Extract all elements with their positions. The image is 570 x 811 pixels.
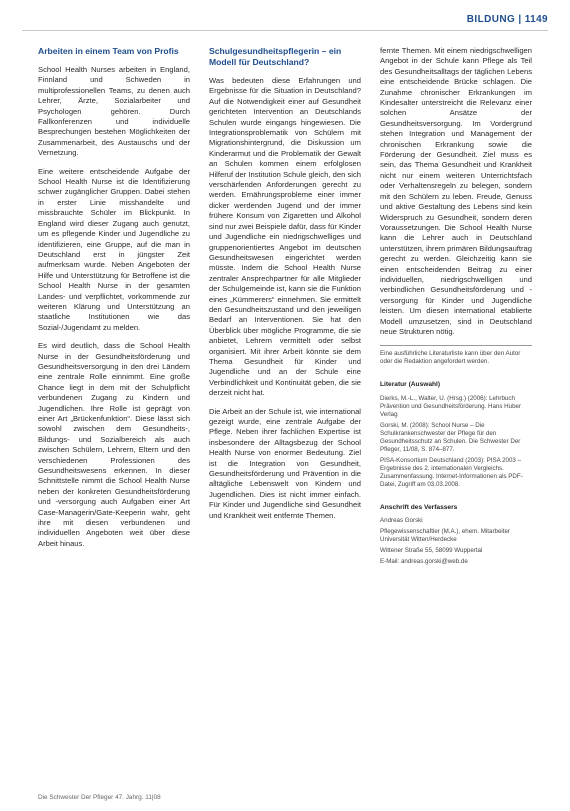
paragraph: Es wird deutlich, dass die School Health Nurse in der Gesundheitsförderung und Gesundheitsversorgung in den drei Ländern eine zentrale Rolle einnimmt. Eine große Chance liegt in dem mit der Schulpflicht verbundenen Zugang zu Kindern und Jugendlichen. Ihre Rolle ist geprägt von einer Art „Brückenfunktion“. Diese lässt sich sowohl zwischen dem Gesundheits-, Bildungs- und Sozialbereich als auch zwischen Schülern, Lehrern, Eltern und den verschiedenen Professionen des Gesundheitswesens erkennen. In dieser Schnittstelle nimmt die School Health Nurse neben der konkreten Gesundheitsförderung und -versorgung auch Aufgaben einer Art Case-Managerin/Gate-Keeperin wahr, geht ihre mit diesen verbundenen und individuellen Angeboten weit über diese Arbeit hinaus. [38,341,190,548]
column-1 [38,46,190,557]
section-heading-team: Arbeiten in einem Team von Profis [38,46,179,56]
paragraph: School Health Nurses arbeiten in England, Finnland und Schweden in multiprofessionellen Teams, zu denen auch Lehrer, Ärzte, Sozialarbeiter und Psychologen gehören. Durch Fallkonferenzen und individuelle Besprechungen bestehen Möglichkeiten der Zusammenarbeit, des Austauschs und der Vernetzung. [38,65,190,158]
header-divider [22,30,548,31]
section-heading-model: Schulgesundheitspflegerin – ein Modell für Deutschland? [209,46,342,67]
author-heading: Anschrift des Verfassers [380,503,458,511]
column-2 [209,46,361,529]
literature-note: Eine ausführliche Literaturliste kann über den Autor oder die Redaktion angefordert werden. [380,345,532,366]
author-line: Pflegewissenschaftler (M.A.), ehem. Mitarbeiter Universität Witten/Herdecke [380,528,510,544]
literature-heading: Literatur (Auswahl) [380,381,441,389]
paragraph: fernte Themen. Mit einem niedrigschwelligen Angebot in der Schule kann Pflege als Teil des Gesundheitsalltags der täglichen Lebens eine entscheidende Brücke schlagen. Die Zunahme chronischer Erkrankungen im Kindesalter unterstreicht die Relevanz einer solchen Ansätze der Gesundheitsversorgung. Im Vordergrund stehen Integration und Management der chronischen Erkrankung sowie die Förderung der Gesundheit. Ziel muss es sein, das Thema Gesundheit und Krankheit nicht nur einem weiteren Unterrichtsfach oder Verhaltensregeln zu belegen, sondern mit den Schülern zu leben. Freude, Genuss und aktive Gestaltung des Lebens sind kein Widerspruch zu Gesundheit, sondern deren Voraussetzungen. Die School Health Nurse kann die Lehrer auch in Deutschland unterstützen, ihrem primären Bildungsauftrag gerecht zu werden. Gleichzeitig kann sie einen entscheidenden Beitrag zu einer individuellen, niedrigschwelligen und verbindlichen Gesundheitsförderung und -versorgung für Kinder und Jugendliche leisten. Um diesen international etablierte Modell umzusetzen, sind in Deutschland neue Strukturen nötig. [380,46,532,336]
reference-item: Dierks, M.-L., Walter, U. (Hrsg.) (2006): Lehrbuch Prävention und Gesundheitsförderung. Hans Huber Verlag [380,394,522,418]
paragraph: Die Arbeit an der Schule ist, wie international gezeigt wurde, eine zentrale Aufgabe der Pflege. Neben ihrer fachlichen Expertise ist insbesondere der Alltagsbezug der School Health Nurse von enormer Bedeutung. Ziel ist die Integration von Gesundheit, Gesundheitsförderung und Prävention in die alltägliche Lebenswelt von Kindern und Jugendlichen. Dies ist nicht immer einfach. Für Kinder und Jugendliche sind Gesundheit und Krankheit weit entfernte Themen. [209,406,361,520]
paragraph: Eine weitere entscheidende Aufgabe der School Health Nurse ist die Identifizierung schwer zugänglicher Gruppen. Dabei stehen in erster Linie misshandelte und missbrauchte Schüler im Blickpunkt. In England wird dieser Zugang auch genutzt, um es pflegende Kinder und Jugendliche zu identifizieren, eine Gruppe, auf die man in Deutschland erst in jüngster Zeit aufmerksam wurde. Neben Angeboten der Hilfe und Unterstützung für Betroffene ist die School Health Nurse in der gesamten Landes- und verpflichtet, vorkommende zur weiteren Klärung und Unterstützung an staatliche Institutionen wie das Sozial-/Jugendamt zu melden. [38,166,190,332]
page-footer: Die Schwester Der Pfleger 47. Jahrg. 11|08 [38,794,161,801]
author-line: E-Mail: andreas.gorski@web.de [380,558,468,566]
reference-item: PISA-Konsortium Deutschland (2003): PISA 2003 – Ergebnisse des 2. internationalen Vergleichs. Zusammenfassung. Internet-Informationen als PDF-Datei, Zugriff am 03.03.2008. [380,456,523,488]
reference-item: Gorski, M. (2008): School Nurse – Die Schulkrankenschwester der Pflege für den Gesundheitsschutz an Schulen. Die Schwester Der Pfleger, 11/08, S. 874–877. [380,421,521,453]
column-3 [380,46,532,569]
running-title: BILDUNG | 1149 [466,14,548,25]
paragraph: Was bedeuten diese Erfahrungen und Ergebnisse für die Situation in Deutschland? Auf die Notwendigkeit einer auf Gesundheit gerichteten Intervention an Deutschlands Schulen wurde eingangs hingewiesen. Die Integrationsproblematik von Schülern mit Migrationshintergrund, die Diskussion um Kinderarmut und die Problematik der Gewalt an Schulen kommen einem erfolglosen Hilferuf der Institution Schule gleich, den sich verschärfenden Anforderungen gerecht zu werden. Ernährungsprobleme einer immer dicker werdenden Jugend und der immer frühere Konsum von Zigaretten und Alkohol sind nur zwei Beispiele dafür, dass für Kinder und Jugendliche ein niedrigschwelliges und gruppenorientiertes Angebot im deutschen Gesundheitswesen eingerichtet werden müsste. Indem die School Health Nurse zentraler Ansprechpartner für alle Mitglieder der Schulgemeinde ist, kann sie die Funktion eines „Kümmerers“ einnehmen. Sie ermittelt den Gesundheitszustand und den jeweiligen Bedarf an Interventionen. Sie hat den Überblick über mögliche Programme, die sie anbietet, Lehrern vermittelt oder selbst organisiert. Mit ihrer Arbeit könnte sie dem Thema Gesundheit für Kinder und Jugendliche und an der Schule eine Verbindlichkeit und Kontinuität geben, die sie derzeit nicht hat. [209,76,361,398]
author-line: Andreas Gorski [380,517,423,525]
author-line: Wittener Straße 55, 58099 Wuppertal [380,547,483,555]
